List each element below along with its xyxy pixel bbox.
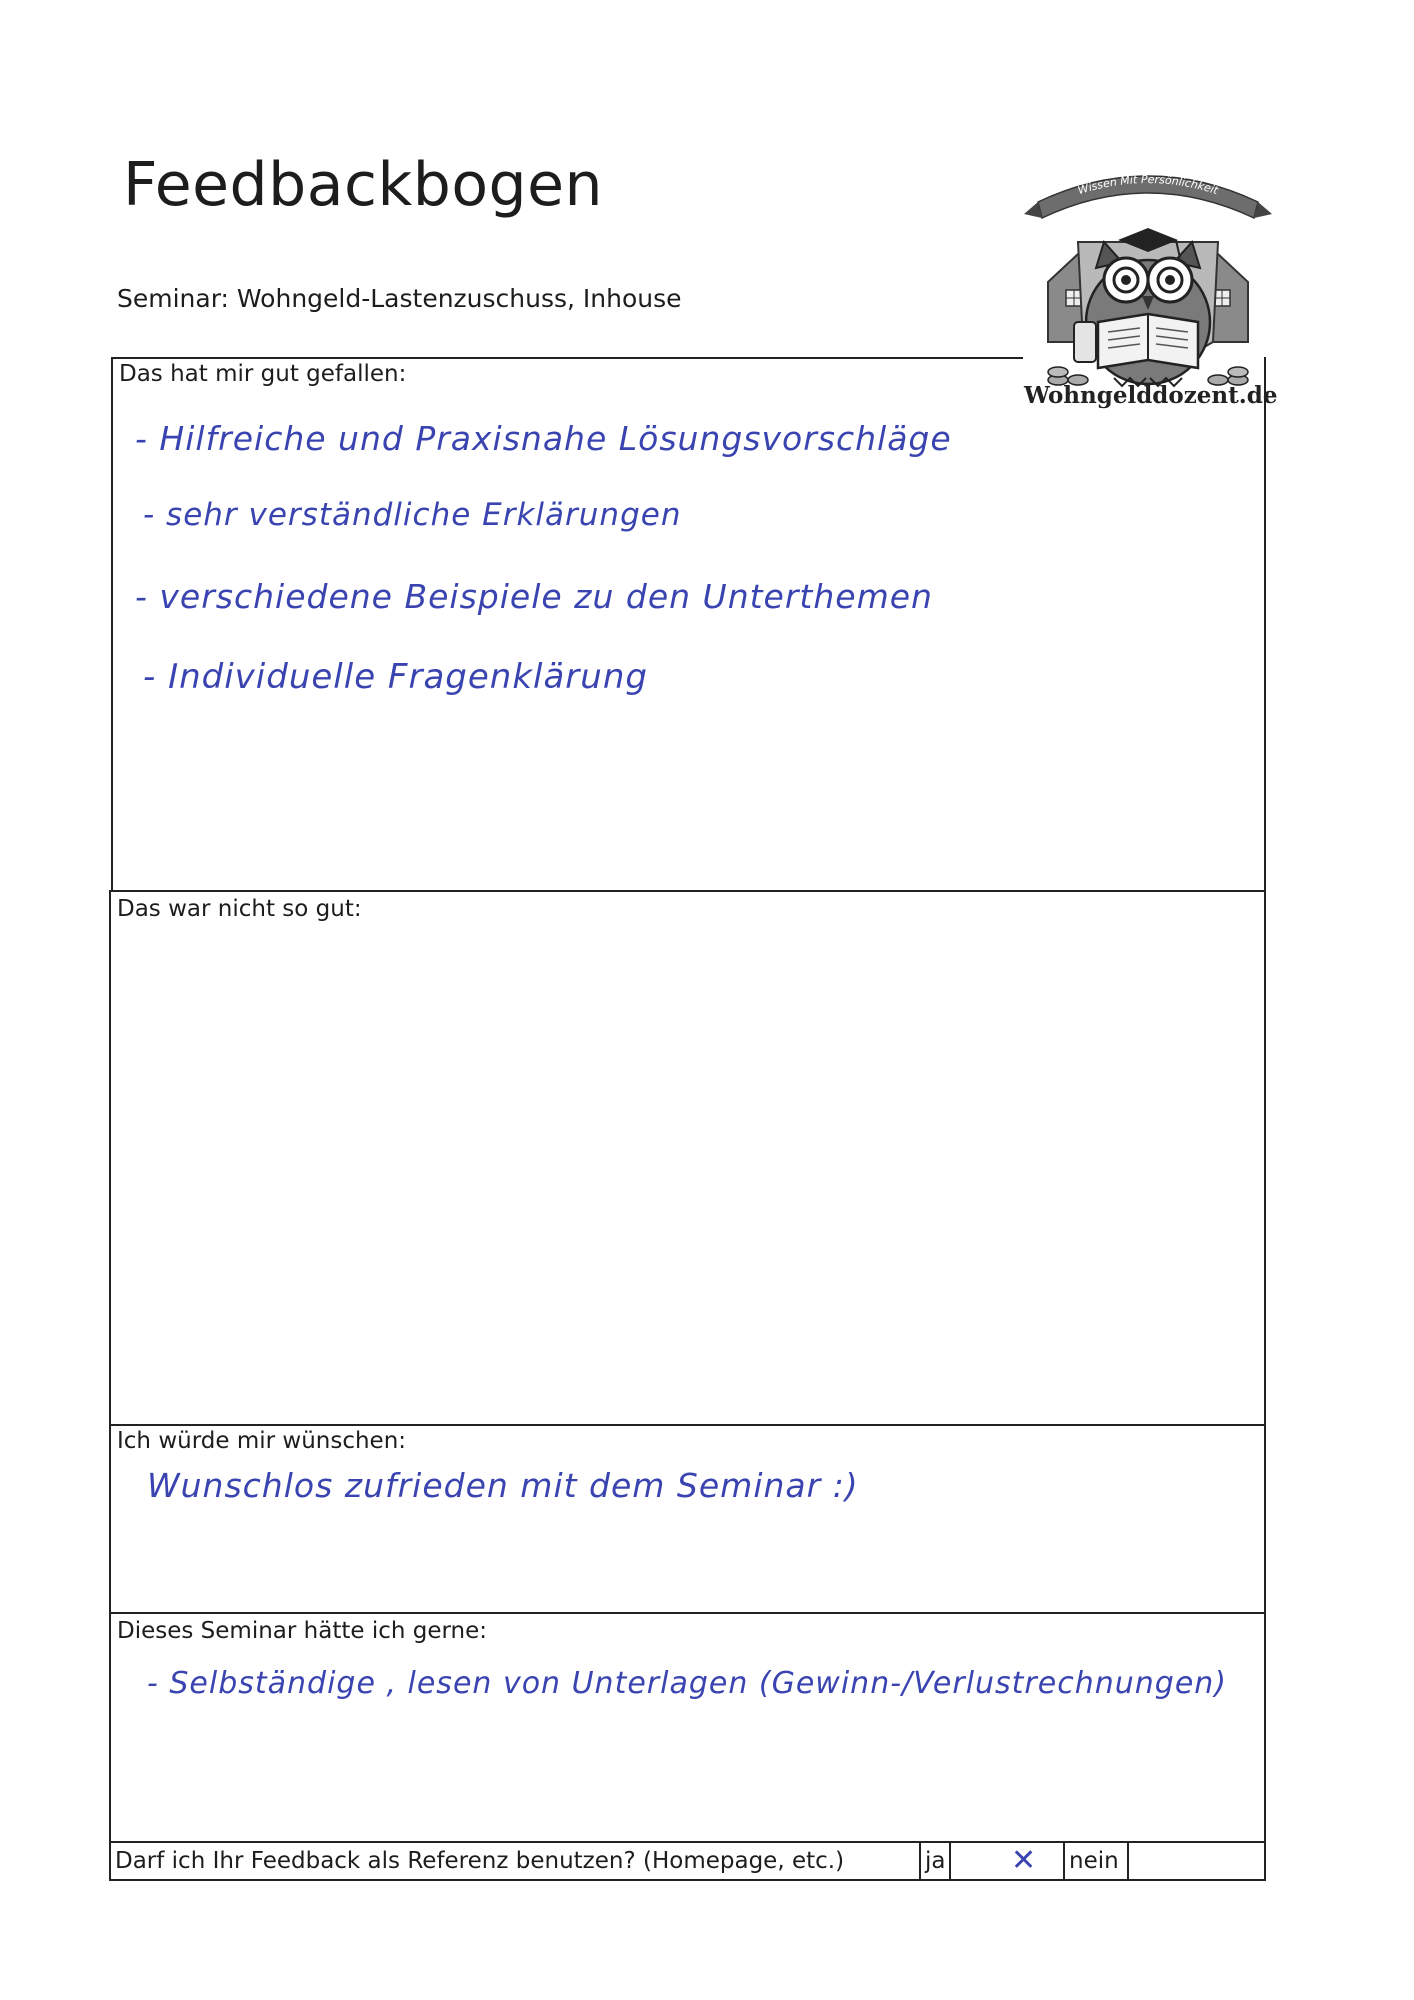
logo-site-text: Wohngelddozent.de [1024,382,1278,409]
section-label: Das war nicht so gut: [117,896,362,922]
section-label: Dieses Seminar hätte ich gerne: [117,1618,488,1644]
section-liked [111,357,1266,892]
reference-question-text: Darf ich Ihr Feedback als Referenz benutzen? (Homepage, etc.) [115,1848,845,1874]
section-label: Das hat mir gut gefallen: [119,361,407,387]
section-not-good [109,890,1266,1426]
page-title: Feedbackbogen [123,150,604,220]
handwritten-entry: Wunschlos zufrieden mit dem Seminar :) [147,1466,859,1505]
cross-mark-icon: ✕ [1011,1843,1037,1878]
reference-yes-checkbox[interactable] [949,1841,1065,1881]
divider [111,357,1023,359]
section-label: Ich würde mir wünschen: [117,1428,407,1454]
logo-banner-text: Wissen Mit Persönlichkeit [1076,172,1220,198]
handwritten-entry: - verschiedene Beispiele zu den Unterthemen [135,577,933,616]
handwritten-entry: - Hilfreiche und Praxisnahe Lösungsvorschläge [135,419,952,458]
reference-no-checkbox[interactable] [1127,1841,1266,1881]
seminar-line: Seminar: Wohngeld-Lastenzuschuss, Inhouse [117,284,682,313]
section-would-like [109,1612,1266,1843]
section-wish [109,1424,1266,1614]
reference-no-label: nein [1063,1841,1129,1881]
reference-question [109,1841,921,1881]
handwritten-entry: - Selbständige , lesen von Unterlagen (Gewinn-/Verlustrechnungen) [147,1666,1227,1701]
reference-row [109,1841,1266,1881]
handwritten-entry: - sehr verständliche Erklärungen [143,497,682,533]
reference-yes-label: ja [919,1841,951,1881]
handwritten-entry: - Individuelle Fragenklärung [143,657,648,697]
